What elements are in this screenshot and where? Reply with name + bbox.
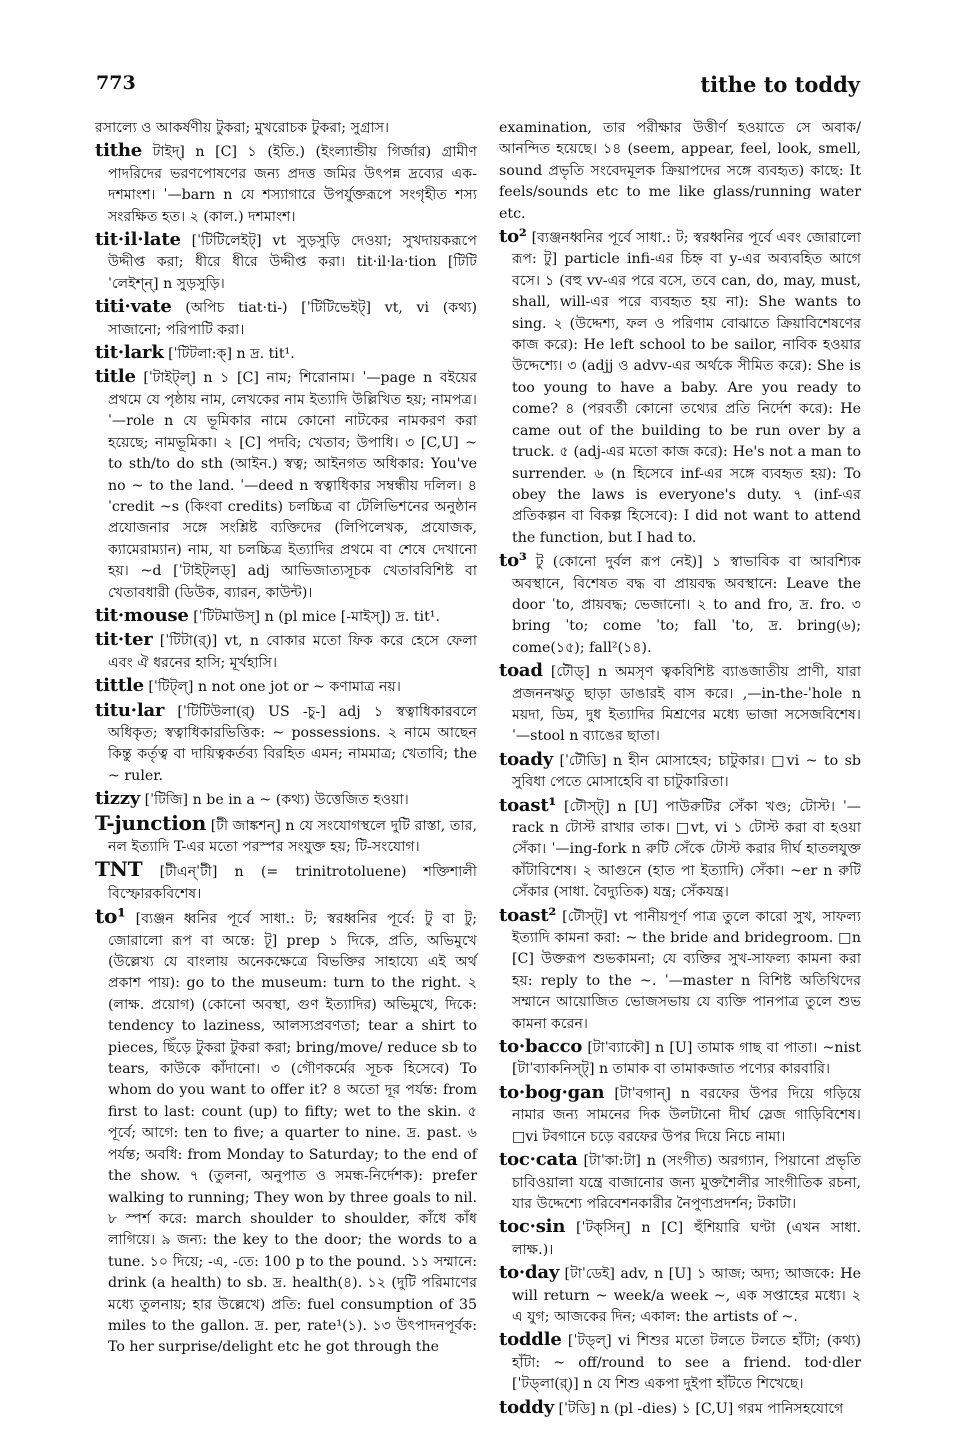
entry-text: [ˈটিজি] n be in a ~ (কথ্য) উত্তেজিত হওয়া। [144, 792, 409, 809]
headword: toddy [499, 1396, 554, 1418]
headword: toc·sin [499, 1216, 566, 1238]
headword: tit·il·late [95, 229, 181, 251]
dictionary-entry [499, 118, 861, 225]
entry-text: [ˈটিটলা:ক্‌] n দ্র. tit¹. [168, 346, 295, 363]
dictionary-entry [499, 1036, 861, 1081]
headword: tizzy [95, 788, 141, 810]
dictionary-entry [95, 342, 477, 365]
dictionary-entry [499, 1216, 861, 1261]
dictionary-entry [499, 749, 861, 794]
entry-text: [টীএন্‌ˈটী] n (= trinitrotoluene) শক্তিশালী বিস্ফোরকবিশেষ। [108, 864, 477, 902]
entry-text: [ˈটক্‌সিন্‌] n [C] হুঁশিয়ারি ঘণ্টা (এখন সাধা. লাক্ষ.)। [512, 1220, 861, 1258]
entry-text: [টৌস্‌ট্‌] vt পানীয়পূর্ণ পাত্র তুলে কারো সুখ, সাফল্য ইত্যাদি কামনা করা: ~ the bride and bridegroom. □n [C] উক্তরূপ শুভকামনা; যে ব্যক্তির সুখ-সাফল্য কামনা করা হয়: reply to the ~. ˈ—master n বিশিষ্ট অতিথিদের সম্মানে আয়োজিত ভোজসভায় যে ব্যক্তি পানপাত্র তুলে শুভ কামনা করেন। [512, 908, 861, 1032]
entry-text: [ˈটিটিলেইট্‌] vt সুড়সুড়ি দেওয়া; সুখদায়করূপে উদ্দীপ্ত করা; ধীরে ধীরে উদ্দীপ্ত করা। tit·il·la·tion [টিটিˈলেইশ্‌ন্‌] n সুড়সুড়ি। [108, 233, 477, 292]
dictionary-entry [95, 366, 477, 603]
dictionary-entry [499, 1329, 861, 1395]
entry-text: [ˈটৌডি] n হীন মোসাহেব; চাটুকার। □vi ~ to sb সুবিধা পেতে মোসাহেবি বা চাটুকারিতা। [512, 752, 861, 791]
dictionary-entry [95, 675, 477, 698]
dictionary-entry [499, 660, 861, 748]
dictionary-entry [499, 795, 861, 904]
dictionary-entry [95, 906, 477, 1359]
entry-text: [ব্যঞ্জনধ্বনির পূর্বে সাধা.: ট; স্বরধ্বনির পূর্বে এবং জোরালো রূপ: টু] particle infi-এর চিহ্ন বা y-এর অব্যবহিত আগে বসে। ১ (বহু vv-এর পরে বসে, তবে can, do, may, must, shall, will-এর পরে ব্যবহৃত হয় না): She wants to sing. ২ (উদ্দেশ্য, ফল ও পরিণাম বোঝাতে ক্রিয়াবিশেষণের কাজ করে): He left school to be sailor, নাবিক হওয়ার উদ্দেশ্যে। ৩ (adjj ও advv-এর অর্থকে সীমিত করে): She is too young to have a baby. Are you ready to come? ৪ (পরবর্তী কোনো তথ্যের প্রতি নির্দেশ করে): He came out of the building to be run over by a truck. ৫ (adj-এর মতো কাজ করে): He's not a man to surrender. ৬ (n হিসেবে inf-এর সঙ্গে ব্যবহৃত হয়): To obey the laws is everyone's duty. ৭ (inf-এর প্রতিকল্পন বা বিকল্প হিসেবে): I did not want to attend the function, but I had to. [512, 230, 861, 546]
entry-text: [ˈটিট্‌ল্‌] n not one jot or ~ কণামাত্র নয়। [148, 679, 401, 696]
headword: titi·vate [95, 296, 172, 318]
dictionary-entry [499, 1262, 861, 1328]
entry-text: [ˈটড্‌ল্‌] vi শিশুর মতো টলতে টলতে হাঁটা; (কথ্য) হাঁটা: ~ off/round to see a friend. tod·dler [ˈটড্‌লা(র্‌)] n যে শিশু একপা দুইপা হাঁটতে শিখেছে। [512, 1333, 861, 1393]
dictionary-entry [499, 1397, 861, 1420]
dictionary-entry [499, 1149, 861, 1215]
entry-text: [ব্যঞ্জন ধ্বনির পূর্বে সাধা.: ট; স্বরধ্বনির পূর্বে: টু বা টু; জোরালো রূপ বা অন্তে: টূ] prep ১ দিকে, প্রতি, অভিমুখে (উল্লেখ্য যে বাংলায় অনেকক্ষেত্রে বিভক্তির সাহায্যে এই অর্থ প্রকাশ পায়): go to the museum: turn to the right. ২ (লাক্ষ. প্রয়োগ) (কোনো অবস্থা, গুণ ইত্যাদির) অভিমুখে, দিকে: tendency to laziness, আলস্যপ্রবণতা; tear a shirt to pieces, ছিঁড়ে টুকরা টুকরা করা; bring/move/ reduce sb to tears, কাউকে কাঁদানো। ৩ (গৌণকর্মের সূচক হিসেবে) To whom do you want to offer it? ৪ অতো দূর পর্যন্ত: from first to last: count (up) to fifty; wet to the skin. ৫ পূর্বে; আগে: ten to five; a quarter to nine. দ্র. past. ৬ পর্যন্ত; অবধি: from Monday to Saturday; to the end of the show. ৭ (তুলনা, অনুপাত ও সমন্ধ-নির্দেশক): prefer walking to running; They won by three goals to nil. ৮ স্পর্শ করে: march shoulder to shoulder, কাঁধে কাঁধ লাগিয়ে। ৯ জন্য: the key to the door; the words to a tune. ১০ দিয়ে; -এ, -তে: 100 p to the pound. ১১ সম্মানে: drink (a health) to sb. দ্র. health(৪). ১২ (দুটি পরিমাণের মধ্যে তুলনায়; হার উল্লেখে) প্রতি: fuel consumption of 35 miles to the gallon. দ্র. per, rate¹(১). ১৩ উৎপাদনপূর্বক: To her surprise/delight etc he got through the [108, 911, 477, 1356]
entry-text: [ˈটিটা(র্‌)] vt, n বোকার মতো ফিক করে হেসে ফেলা এবং ঐ ধরনের হাসি; মূর্খহাসি। [108, 633, 478, 671]
entry-text: (অপিচ tiat·ti-) [ˈটিটিভেইট্‌] vt, vi (কথ্য) সাজানো; পরিপাটি করা। [108, 300, 478, 338]
dictionary-entry [95, 810, 477, 859]
entry-text: টাইদ্‌] n [C] ১ (ইতি.) (ইংল্যান্ডীয় গির্জার) গ্রামীণ পাদরিদের ভরণপোষণের জন্য প্রদত্ত জমির উৎপন্ন দ্রব্যের এক-দশমাংশ। ˈ—barn n যে শস্যাগারে উপর্যুক্তরূপে সংগৃহীত শস্য সংরক্ষিত হত। ২ (কাল.) দশমাংশ। [108, 144, 478, 225]
entry-text: [টাˈকা:টা] n (সংগীত) অরগ্যান, পিয়ানো প্রভৃতি চাবিওয়ালা যন্ত্রে বাজানোর জন্য মুক্তশৈলীর সাংগীতিক রচনা, যার উদ্দেশ্যে পরিবেশনকারীর নৈপুণ্যপ্রদর্শন; টকাটা। [512, 1153, 862, 1212]
headword: to³ [499, 550, 527, 572]
entry-text: [টী জাঙ্কশন্‌] n যে সংযোগস্থলে দুটি রাস্তা, তার, নল ইত্যাদি T-এর মতো পরস্পর সংযুক্ত হয়; টি-সংযোগ। [108, 817, 477, 855]
dictionary-entry [95, 140, 477, 228]
headword: to² [499, 226, 527, 248]
entry-text: টু (কোনো দুর্বল রূপ নেই)] ১ স্বাভাবিক বা আবশ্যিক অবস্থানে, বিশেষত বদ্ধ বা প্রায়বদ্ধ অবস্থানে: Leave the door ˈto, প্রায়বদ্ধ; ভেজানো। ২ to and fro, দ্র. fro. ৩ bring ˈto; come ˈto; fall ˈto, দ্র. bring(৬); come(১৫); fall²(১৪). [512, 554, 862, 656]
headword: tit·mouse [95, 604, 189, 626]
entry-text: [টাˈবগান্‌] n বরফের উপর দিয়ে গড়িয়ে নামার জন্য সামনের দিক উলটানো দীর্ঘ স্লেজ গাড়িবিশেষ। □vi টবগানে চড়ে বরফের উপর দিয়ে নিচে নামা। [512, 1085, 861, 1145]
headword: toc·cata [499, 1149, 578, 1171]
page-header [96, 64, 860, 104]
headword: titu·lar [95, 699, 165, 721]
headword: tithe [95, 140, 143, 162]
running-head: tithe to toddy [700, 72, 860, 97]
entry-text: [ˈটিটিউলা(র্‌) US -চু-] adj ১ স্বত্বাধিকারবলে অধিকৃত; স্বত্বাধিকারভিত্তিক: ~ possessions. ২ নামে আছেন কিন্তু কর্তৃত্ব বা দায়িত্বকর্তব্য বিরহিত এমন; নামমাত্র; খেতাবি; the ~ ruler. [108, 703, 478, 784]
headword: tit·ter [95, 629, 153, 651]
headword: toast² [499, 904, 557, 926]
dictionary-entry [499, 550, 861, 659]
headword: tit·lark [95, 342, 164, 364]
dictionary-entry [499, 905, 861, 1035]
page-number: 773 [96, 72, 136, 94]
dictionary-entry [95, 629, 477, 674]
entry-text: [টাˈব্যাকৌ] n [U] তামাক গাছ বা পাতা। ~nist [টাˈব্যাকনিস্‌ট্‌] n তামাক বা তামাকজাত পণ্যের কারবারি। [512, 1040, 861, 1078]
headword: tittle [95, 675, 144, 697]
headword: toady [499, 748, 554, 770]
dictionary-entry [95, 700, 477, 788]
entry-text: রসাল্যে ও আকর্ষণীয় টুকরা; মুখরোচক টুকরা; সুগ্রাস। [95, 120, 390, 136]
entry-text: [ˈটিটমাউস্‌] n (pl mice [-মাইস্‌]) দ্র. tit¹. [193, 608, 440, 625]
dictionary-entry [95, 118, 477, 139]
dictionary-entry [499, 226, 861, 549]
dictionary-entry [95, 788, 477, 811]
headword: toast¹ [499, 794, 557, 816]
headword: T-junction [95, 810, 207, 835]
headword: to·bog·gan [499, 1081, 605, 1103]
dictionary-entry [499, 1082, 861, 1148]
right-column [499, 118, 861, 1421]
headword: toddle [499, 1329, 562, 1351]
left-column [95, 118, 477, 1360]
dictionary-entry [95, 296, 477, 341]
dictionary-entry [95, 859, 477, 905]
entry-text: [ˈটাইট্‌ল্‌] n ১ [C] নাম; শিরোনাম। ˈ—page n বইয়ের প্রথমে যে পৃষ্ঠায় নাম, লেখকের নাম ইত্যাদি উল্লিখিত হয়; নামপত্র। ˈ—role n যে ভূমিকার নামে কোনো নাটকের নামকরণ করা হয়েছে; নামভূমিকা। ২ [C] পদবি; খেতাব; উপাধি। ৩ [C,U] ~ to sth/to do sth (আইন.) স্বত্ব; আইনগত অধিকার: You've no ~ to the land. ˈ—deed n স্বত্বাধিকার সম্বন্ধীয় দলিল। ৪ ˈcredit ~s (কিংবা credits) চলচ্চিত্র বা টেলিভিশনের অনুষ্ঠান প্রযোজনার সঙ্গে সংশ্লিষ্ট ব্যক্তিদের (লিপিলেখক, প্রযোজক, ক্যামেরাম্যান) নাম, যা চলচ্চিত্র ইত্যাদির প্রথমে বা শেষে দেখানো হয়। ~d [ˈটাইট্‌লড্‌] adj আভিজাত্যসূচক খেতাববিশিষ্ট বা খেতাবধারী (ডিউক, ব্যারন, কাউন্ট)। [108, 370, 478, 601]
entry-text: [ˈটডি] n (pl -dies) ১ [C,U] গরম পানিসহযোগে [558, 1400, 844, 1417]
entry-text: [টৌড্‌] n অমসৃণ ত্বকবিশিষ্ট ব্যাঙজাতীয় প্রাণী, যারা প্রজননঋতু ছাড়া ডাঙারই বাস করে। ,—in-the-ˈhole n ময়দা, ডিম, দুধ ইত্যাদির মিশ্রণের মধ্যে ভাজা সসেজবিশেষ। ˈ—stool n ব্যাঙের ছাতা। [512, 664, 861, 745]
dictionary-entry [95, 229, 477, 295]
headword: toad [499, 660, 543, 682]
headword: to·bacco [499, 1036, 583, 1058]
dictionary-entry [95, 605, 477, 628]
headword: to¹ [95, 904, 126, 929]
entry-text: examination, তার পরীক্ষার উত্তীর্ণ হওয়াতে সে অবাক/ আনন্দিত হয়েছে। ১৪ (seem, appear, feel, look, smell, sound প্রভৃতি সংবেদমূলক ক্রিয়াপদের সঙ্গে ব্যবহৃত) কাছে: It feels/sounds etc to me like glass/running water etc. [499, 120, 861, 222]
entry-text: [টাˈডেই] adv, n [U] ১ আজ; অদ্য; আজকে: He will return ~ week/a week ~, এক সপ্তাহের মধ্যে। ২ এ যুগ; আজকের দিন; একাল: the artists of ~. [512, 1266, 862, 1325]
headword: TNT [95, 857, 143, 882]
headword: title [95, 366, 136, 388]
entry-text: [টৌস্‌ট্‌] n [U] পাউরুটির সেঁকা খণ্ড; টোস্ট। ˈ—rack n টোস্ট রাখার তাক। □vt, vi ১ টোস্ট করা বা হওয়া সেঁকা। ˈ—ing-fork n রুটি সেঁকে টোস্ট করার দীর্ঘ হাতলযুক্ত কাঁটাবিশেষ। ২ আগুনে (হাত পা ইত্যাদি) সেঁকা। ~er n রুটি সেঁকার (সাধা. বৈদ্যুতিক) যন্ত্র; সেঁকযন্ত্র। [512, 798, 861, 901]
headword: to·day [499, 1262, 560, 1284]
